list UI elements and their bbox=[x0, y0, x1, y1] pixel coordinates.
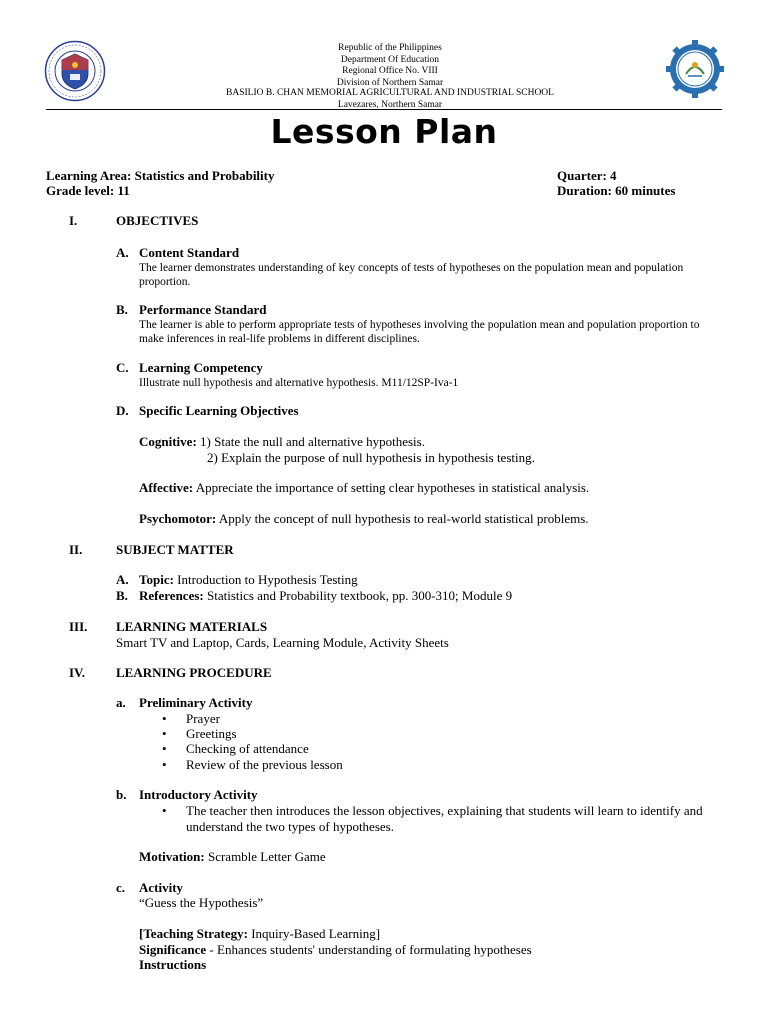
page-title: Lesson Plan bbox=[270, 112, 498, 151]
teaching-strategy-label: [Teaching Strategy: bbox=[139, 926, 248, 941]
introductory-activity-title: Introductory Activity bbox=[139, 787, 258, 802]
deped-seal-icon bbox=[44, 40, 106, 102]
cognitive-objective bbox=[139, 434, 425, 450]
activity-quote: “Guess the Hypothesis” bbox=[139, 895, 264, 910]
header-divider bbox=[46, 109, 722, 110]
introductory-activity-text: The teacher then introduces the lesson objectives, explaining that students will learn to identify and understand the two types of hypotheses. bbox=[186, 803, 703, 834]
objective-b-letter: B. bbox=[116, 302, 128, 317]
materials-text: Smart TV and Laptop, Cards, Learning Module, Activity Sheets bbox=[116, 635, 449, 650]
section-3-number: III. bbox=[69, 619, 88, 634]
activity-title: Activity bbox=[139, 880, 184, 895]
topic-text: Introduction to Hypothesis Testing bbox=[177, 572, 358, 587]
bullet-icon: • bbox=[162, 711, 167, 726]
subject-a-letter: A. bbox=[116, 572, 129, 587]
performance-standard-title: Performance Standard bbox=[139, 302, 267, 317]
references-text: Statistics and Probability textbook, pp. 300-310; Module 9 bbox=[206, 588, 513, 603]
psychomotor-label: Psychomotor: bbox=[139, 511, 217, 526]
psychomotor-text: Apply the concept of null hypothesis to real-world statistical problems. bbox=[218, 511, 589, 526]
instructions-label: Instructions bbox=[139, 957, 207, 972]
references-line bbox=[139, 588, 512, 604]
motivation-text: Scramble Letter Game bbox=[207, 849, 326, 864]
header-line-1: Republic of the Philippines bbox=[338, 43, 442, 53]
motivation-line bbox=[139, 849, 326, 865]
significance-label: Significance bbox=[139, 942, 207, 957]
list-item: Prayer bbox=[186, 711, 220, 726]
significance-line bbox=[139, 942, 532, 958]
cognitive-label: Cognitive: bbox=[139, 434, 197, 449]
specific-objectives-title: Specific Learning Objectives bbox=[139, 403, 299, 418]
cognitive-item-1: 1) State the null and alternative hypothesis. bbox=[200, 434, 425, 449]
grade-level: Grade level: 11 bbox=[46, 183, 130, 198]
affective-text: Appreciate the importance of setting clear hypotheses in statistical analysis. bbox=[195, 480, 590, 495]
school-gear-seal-icon bbox=[664, 38, 726, 100]
list-item: Greetings bbox=[186, 726, 237, 741]
section-1-number: I. bbox=[69, 213, 78, 228]
section-4-title: LEARNING PROCEDURE bbox=[116, 665, 272, 680]
list-item: Checking of attendance bbox=[186, 741, 309, 756]
psychomotor-objective bbox=[139, 511, 589, 527]
section-4-number: IV. bbox=[69, 665, 86, 680]
cognitive-item-2: 2) Explain the purpose of null hypothesis in hypothesis testing. bbox=[207, 450, 535, 465]
significance-text: - Enhances students' understanding of formulating hypotheses bbox=[209, 942, 532, 957]
list-item: Review of the previous lesson bbox=[186, 757, 343, 772]
affective-objective bbox=[139, 480, 589, 496]
header-line-4: Division of Northern Samar bbox=[336, 77, 444, 88]
procedure-a-letter: a. bbox=[116, 695, 126, 710]
preliminary-activity-title: Preliminary Activity bbox=[139, 695, 253, 710]
header-line-2: Department Of Education bbox=[340, 54, 440, 65]
bullet-icon: • bbox=[162, 803, 167, 818]
motivation-label: Motivation: bbox=[139, 849, 205, 864]
subject-b-letter: B. bbox=[116, 588, 128, 603]
learning-area: Learning Area: Statistics and Probability bbox=[46, 168, 275, 183]
performance-standard-text: The learner is able to perform appropriate tests of hypotheses involving the population mean and population proportion to make inferences in real-life problems in different disciplines. bbox=[139, 319, 700, 345]
content-standard-text: The learner demonstrates understanding of key concepts of tests of hypotheses on the population mean and population proportion. bbox=[139, 262, 684, 288]
learning-competency-text: Illustrate null hypothesis and alternative hypothesis. M11/12SP-Iva-1 bbox=[139, 377, 459, 389]
references-label: References: bbox=[139, 588, 204, 603]
procedure-b-letter: b. bbox=[116, 787, 127, 802]
bullet-icon: • bbox=[162, 741, 167, 756]
topic-line bbox=[139, 572, 358, 588]
content-standard-title: Content Standard bbox=[139, 245, 240, 260]
header-line-3: Regional Office No. VIII bbox=[342, 66, 438, 76]
topic-label: Topic: bbox=[139, 572, 174, 587]
learning-competency-title: Learning Competency bbox=[139, 360, 263, 375]
objective-c-letter: C. bbox=[116, 360, 129, 375]
section-1-title: OBJECTIVES bbox=[116, 213, 199, 228]
procedure-c-letter: c. bbox=[116, 880, 126, 895]
quarter: Quarter: 4 bbox=[557, 168, 617, 183]
section-3-title: LEARNING MATERIALS bbox=[116, 619, 268, 634]
section-2-title: SUBJECT MATTER bbox=[116, 542, 234, 557]
duration: Duration: 60 minutes bbox=[557, 183, 676, 198]
bullet-icon: • bbox=[162, 757, 167, 772]
affective-label: Affective: bbox=[139, 480, 194, 495]
objective-a-letter: A. bbox=[116, 245, 129, 260]
section-2-number: II. bbox=[69, 542, 83, 557]
teaching-strategy-line bbox=[139, 926, 380, 942]
objective-d-letter: D. bbox=[116, 403, 129, 418]
school-location: Lavezares, Northern Samar bbox=[337, 99, 443, 110]
school-name: BASILIO B. CHAN MEMORIAL AGRICULTURAL AND INDUSTRIAL SCHOOL bbox=[226, 88, 554, 98]
teaching-strategy-text: Inquiry-Based Learning] bbox=[251, 926, 381, 941]
bullet-icon: • bbox=[162, 726, 167, 741]
